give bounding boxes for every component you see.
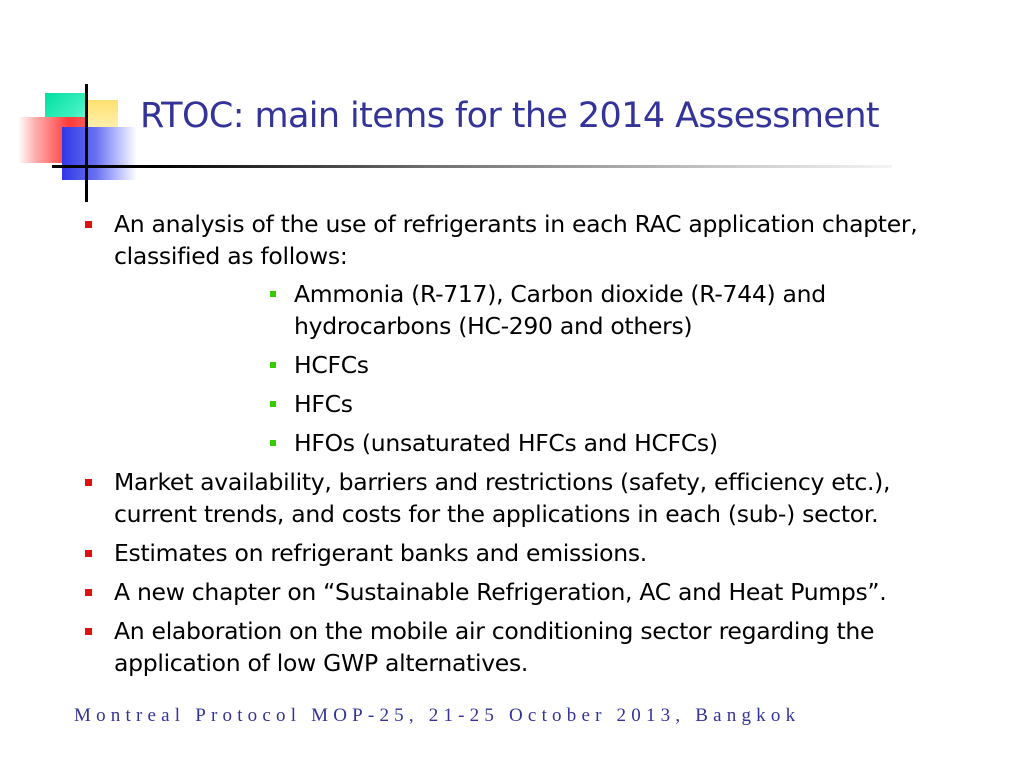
title-underline-rule — [52, 165, 892, 168]
sub-bullet-item — [261, 388, 980, 420]
red-square-bullet-icon — [85, 550, 92, 557]
green-square-bullet-icon — [270, 291, 276, 297]
sub-bullet-text: HFCs — [294, 390, 353, 418]
slide-title: RTOC: main items for the 2014 Assessment — [140, 96, 880, 136]
slide-footer: Montreal Protocol MOP-25, 21-25 October 2013, Bangkok — [74, 705, 801, 726]
green-square-bullet-icon — [270, 401, 276, 407]
bullet-item — [80, 208, 980, 459]
sub-bullet-item — [261, 427, 980, 459]
red-square-bullet-icon — [85, 589, 92, 596]
red-square-bullet-icon — [85, 221, 92, 228]
bullet-text: An elaboration on the mobile air conditioning sector regarding the application of low GWP alternatives. — [114, 617, 875, 677]
vertical-rule — [85, 84, 88, 202]
sub-bullet-item — [261, 349, 980, 381]
sub-bullet-text: HFOs (unsaturated HFCs and HCFCs) — [294, 429, 718, 457]
bullet-list — [80, 208, 980, 686]
bullet-text: Market availability, barriers and restrictions (safety, efficiency etc.), current trends, and costs for the applications in each (sub-) sector. — [114, 468, 891, 528]
decorative-squares-logo — [0, 0, 150, 210]
bullet-text: Estimates on refrigerant banks and emissions. — [114, 539, 647, 567]
red-square-bullet-icon — [85, 479, 92, 486]
sub-bullet-item — [261, 278, 980, 342]
bullet-item — [80, 576, 980, 608]
green-square-bullet-icon — [270, 362, 276, 368]
red-square-bullet-icon — [85, 628, 92, 635]
green-square-bullet-icon — [270, 440, 276, 446]
bullet-item — [80, 615, 980, 679]
sub-bullet-text: HCFCs — [294, 351, 369, 379]
sub-bullet-text: Ammonia (R-717), Carbon dioxide (R-744) and hydrocarbons (HC-290 and others) — [294, 280, 826, 340]
sub-bullet-list — [114, 278, 980, 459]
bullet-text: A new chapter on “Sustainable Refrigeration, AC and Heat Pumps”. — [114, 578, 887, 606]
bullet-item — [80, 537, 980, 569]
bullet-text: An analysis of the use of refrigerants in each RAC application chapter, classified as follows: — [114, 210, 918, 270]
bullet-item — [80, 466, 980, 530]
blue-square-shape — [62, 127, 137, 180]
